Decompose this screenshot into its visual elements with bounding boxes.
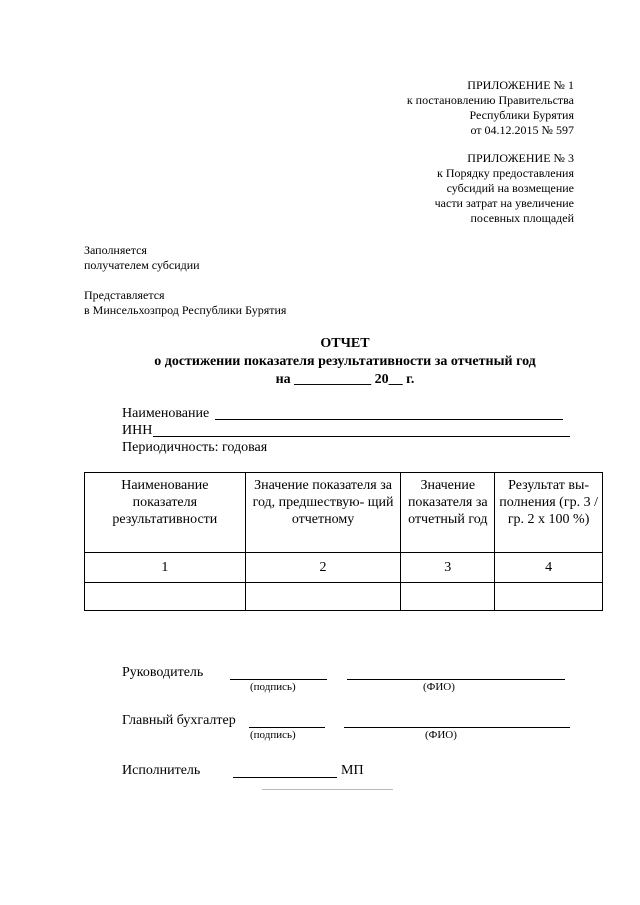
- appendix-3-line: части затрат на увеличение: [434, 196, 574, 210]
- report-title: ОТЧЕТ: [320, 336, 370, 351]
- executor-label: Исполнитель: [122, 763, 201, 778]
- report-title-block: [0, 335, 640, 389]
- table-header-row: [85, 473, 603, 553]
- filled-by-block: [84, 243, 200, 273]
- report-subtitle: о достижении показателя результативности за отчетный год: [154, 354, 536, 369]
- name-label: Наименование: [122, 406, 210, 421]
- table-cell[interactable]: [245, 583, 401, 611]
- submitted-to-line: в Минсельхозпрод Республики Бурятия: [84, 303, 287, 317]
- report-table: [84, 472, 603, 611]
- header-indicator-name: Наименование показателя результативности: [85, 473, 246, 553]
- inn-label: ИНН: [122, 423, 153, 438]
- appendix-1-line: Республики Бурятия: [469, 108, 574, 122]
- appendix-1-block: [407, 78, 574, 138]
- appendix-1-title: ПРИЛОЖЕНИЕ № 1: [467, 78, 574, 92]
- head-fio-field[interactable]: [347, 679, 565, 680]
- stamp-label: МП: [341, 763, 364, 778]
- filled-by-line: Заполняется: [84, 243, 147, 257]
- fio-caption: (ФИО): [425, 729, 457, 741]
- inn-field[interactable]: [153, 436, 570, 437]
- column-number: 4: [495, 553, 603, 583]
- appendix-3-line: посевных площадей: [470, 211, 574, 225]
- head-signature-field[interactable]: [230, 679, 327, 680]
- appendix-1-line: к постановлению Правительства: [406, 93, 574, 107]
- fio-caption: (ФИО): [423, 681, 455, 693]
- column-number: 3: [401, 553, 495, 583]
- accountant-fio-field[interactable]: [344, 727, 570, 728]
- periodicity-label: Периодичность: годовая: [122, 440, 268, 455]
- head-label: Руководитель: [122, 665, 204, 680]
- appendix-3-title: ПРИЛОЖЕНИЕ № 3: [467, 151, 574, 165]
- submitted-to-block: [84, 288, 286, 318]
- column-number: 1: [85, 553, 246, 583]
- faint-divider: [262, 789, 393, 790]
- table-cell[interactable]: [495, 583, 603, 611]
- appendix-3-block: [435, 151, 574, 226]
- table-cell[interactable]: [401, 583, 495, 611]
- header-previous-year: Значение показателя за год, предшествую- щий отчетному: [245, 473, 401, 553]
- signature-caption: (подпись): [250, 729, 296, 741]
- accountant-label: Главный бухгалтер: [122, 713, 236, 728]
- appendix-3-line: субсидий на возмещение: [446, 181, 574, 195]
- report-date-line: на ___________ 20__ г.: [275, 372, 415, 387]
- header-reporting-year: Значение показателя за отчетный год: [401, 473, 495, 553]
- appendix-1-date: от 04.12.2015 № 597: [470, 123, 574, 137]
- table-row: [85, 583, 603, 611]
- filled-by-line: получателем субсидии: [84, 258, 200, 272]
- submitted-to-line: Представляется: [84, 288, 165, 302]
- table-number-row: [85, 553, 603, 583]
- signature-caption: (подпись): [250, 681, 296, 693]
- header-result: Результат вы- полнения (гр. 3 / гр. 2 х 100 %): [495, 473, 603, 553]
- name-field[interactable]: [215, 419, 563, 420]
- column-number: 2: [245, 553, 401, 583]
- appendix-3-line: к Порядку предоставления: [436, 166, 574, 180]
- executor-signature-field[interactable]: [233, 777, 337, 778]
- table-cell[interactable]: [85, 583, 246, 611]
- accountant-signature-field[interactable]: [249, 727, 325, 728]
